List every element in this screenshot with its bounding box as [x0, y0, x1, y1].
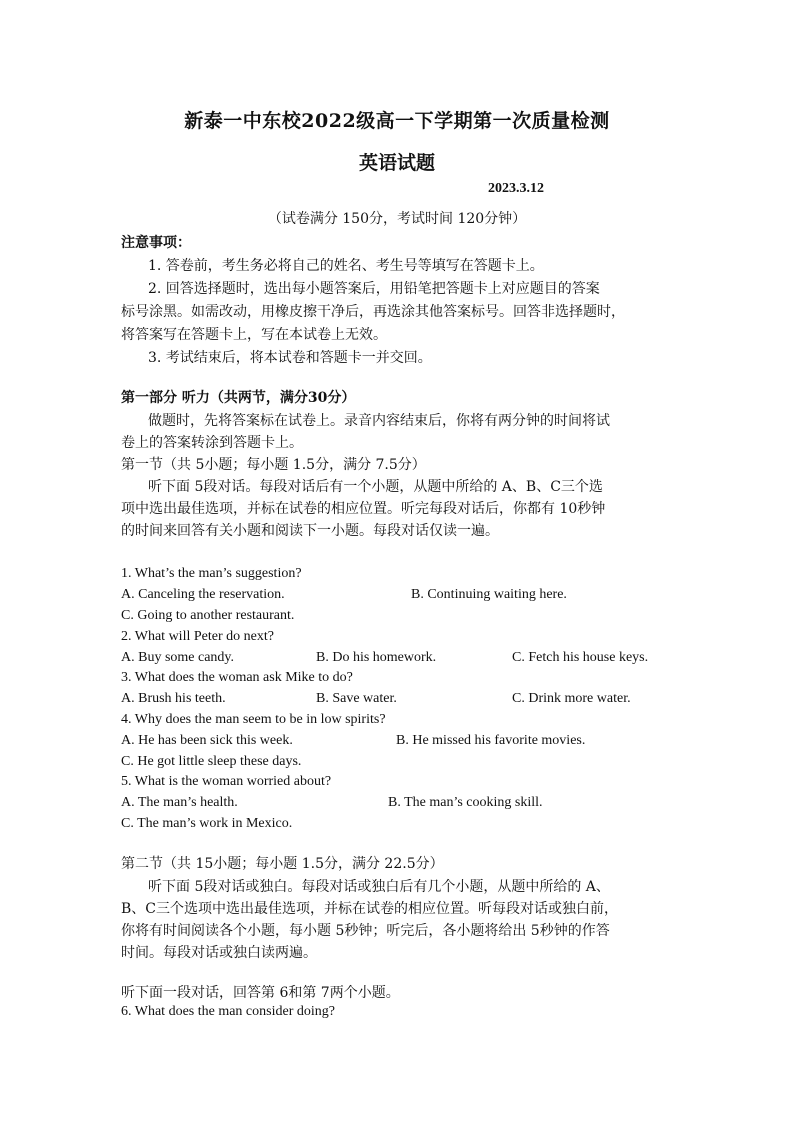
exam-subtitle: 英语试题	[358, 152, 435, 174]
question-1-option-a: A. Canceling the reservation.	[121, 587, 285, 602]
part1-heading: 第一部分 听力（共两节，满分30分）	[121, 390, 356, 406]
section2-line-4: 时间。每段对话或独白读两遍。	[121, 945, 317, 961]
question-4-option-c: C. He got little sleep these days.	[121, 754, 302, 769]
exam-meta: （试卷满分 150分，考试时间 120分钟）	[267, 211, 527, 227]
notice-item-3: 3. 考试结束后，将本试卷和答题卡一并交回。	[148, 350, 432, 366]
exam-date: 2023.3.12	[488, 181, 544, 196]
part1-intro-line-1: 做题时，先将答案标在试卷上。录音内容结束后，你将有两分钟的时间将试	[148, 413, 610, 429]
question-4: 4. Why does the man seem to be in low spirits?	[121, 712, 386, 727]
section1-line-3: 的时间来回答有关小题和阅读下一小题。每段对话仅读一遍。	[121, 523, 499, 539]
section1-line-1: 听下面 5段对话。每段对话后有一个小题，从题中所给的 A、B、C三个选	[148, 479, 603, 495]
question-3-option-a: A. Brush his teeth.	[121, 691, 226, 706]
question-2-option-b: B. Do his homework.	[316, 650, 437, 665]
question-6: 6. What does the man consider doing?	[121, 1004, 335, 1019]
notice-item-1: 1. 答卷前，考生务必将自己的姓名、考生号等填写在答题卡上。	[148, 258, 544, 274]
question-4-option-a: A. He has been sick this week.	[121, 733, 293, 748]
question-4-option-b: B. He missed his favorite movies.	[396, 733, 586, 748]
dialogue-instruction: 听下面一段对话，回答第 6和第 7两个小题。	[121, 985, 400, 1001]
question-5-option-b: B. The man’s cooking skill.	[388, 795, 543, 810]
question-1-option-b: B. Continuing waiting here.	[411, 587, 567, 602]
section1-line-2: 项中选出最佳选项，并标在试卷的相应位置。听完每段对话后，你都有 10秒钟	[121, 501, 606, 517]
notice-item-2-line-2: 标号涂黑。如需改动，用橡皮擦干净后，再选涂其他答案标号。回答非选择题时，	[121, 304, 625, 320]
question-3-option-b: B. Save water.	[316, 691, 397, 706]
question-5: 5. What is the woman worried about?	[121, 774, 332, 789]
exam-title: 新泰一中东校2022级高一下学期第一次质量检测	[184, 110, 610, 132]
notice-item-2-line-1: 2. 回答选择题时，选出每小题答案后，用铅笔把答题卡上对应题目的答案	[148, 281, 600, 297]
question-1: 1. What’s the man’s suggestion?	[121, 566, 302, 581]
section2-line-3: 你将有时间阅读各个小题，每小题 5秒钟；听完后，各小题将给出 5秒钟的作答	[121, 923, 610, 939]
question-5-option-a: A. The man’s health.	[121, 795, 238, 810]
section1-heading: 第一节（共 5小题；每小题 1.5分，满分 7.5分）	[121, 457, 426, 473]
question-3-option-c: C. Drink more water.	[512, 691, 631, 706]
question-2-option-a: A. Buy some candy.	[121, 650, 235, 665]
notice-heading: 注意事项：	[121, 235, 191, 251]
question-3: 3. What does the woman ask Mike to do?	[121, 670, 353, 685]
question-5-option-c: C. The man’s work in Mexico.	[121, 816, 293, 831]
section2-line-1: 听下面 5段对话或独白。每段对话或独白后有几个小题，从题中所给的 A、	[148, 879, 610, 895]
question-2: 2. What will Peter do next?	[121, 629, 274, 644]
notice-item-2-line-3: 将答案写在答题卡上，写在本试卷上无效。	[121, 327, 387, 343]
question-2-option-c: C. Fetch his house keys.	[512, 650, 649, 665]
part1-intro-line-2: 卷上的答案转涂到答题卡上。	[121, 435, 303, 451]
section2-heading: 第二节（共 15小题；每小题 1.5分，满分 22.5分）	[121, 856, 444, 872]
question-1-option-c: C. Going to another restaurant.	[121, 608, 295, 623]
section2-line-2: B、C三个选项中选出最佳选项，并标在试卷的相应位置。听每段对话或独白前，	[121, 901, 618, 917]
